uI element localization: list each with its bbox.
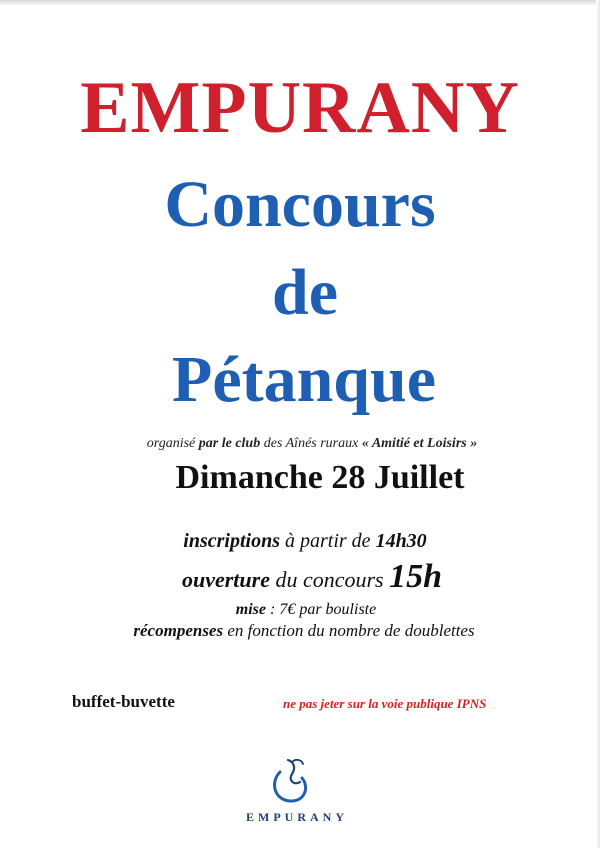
logo-caption: EMPURANY bbox=[246, 810, 348, 824]
recompenses-text: en fonction du nombre de doublettes bbox=[227, 621, 475, 640]
scan-edge-top bbox=[0, 0, 600, 6]
event-title-line-1: Concours bbox=[164, 168, 436, 241]
organiser-by: par le club bbox=[198, 436, 261, 451]
organiser-prefix: organisé bbox=[146, 436, 196, 451]
ouverture-text: du concours bbox=[275, 567, 384, 592]
inscriptions-text: à partir de bbox=[285, 530, 371, 552]
mise-line bbox=[6, 601, 600, 619]
inscriptions-line bbox=[5, 530, 600, 553]
event-title-line-2: de bbox=[272, 256, 338, 329]
mise-label: mise bbox=[235, 601, 266, 618]
event-date: Dimanche 28 Juillet bbox=[175, 459, 465, 496]
ouverture-line bbox=[12, 558, 600, 596]
inscriptions-time: 14h30 bbox=[375, 530, 427, 552]
empurany-logo-icon bbox=[266, 756, 314, 806]
village-title: EMPURANY bbox=[80, 67, 520, 149]
ipns-notice: ne pas jeter sur la voie publique IPNS bbox=[283, 696, 487, 711]
inscriptions-label: inscriptions bbox=[183, 530, 280, 552]
ouverture-label: ouverture bbox=[181, 567, 270, 592]
event-title-line-3: Pétanque bbox=[172, 343, 436, 416]
mise-text: : 7€ par bouliste bbox=[270, 601, 377, 618]
organiser-line bbox=[12, 436, 600, 452]
recompenses-label: récompenses bbox=[133, 621, 224, 640]
organiser-middle: des Aînés ruraux bbox=[263, 436, 359, 451]
organiser-club-name: « Amitié et Loisirs » bbox=[361, 436, 478, 451]
recompenses-line bbox=[4, 621, 600, 641]
ouverture-time: 15h bbox=[389, 558, 443, 595]
buffet-buvette-text: buffet-buvette bbox=[72, 692, 175, 711]
